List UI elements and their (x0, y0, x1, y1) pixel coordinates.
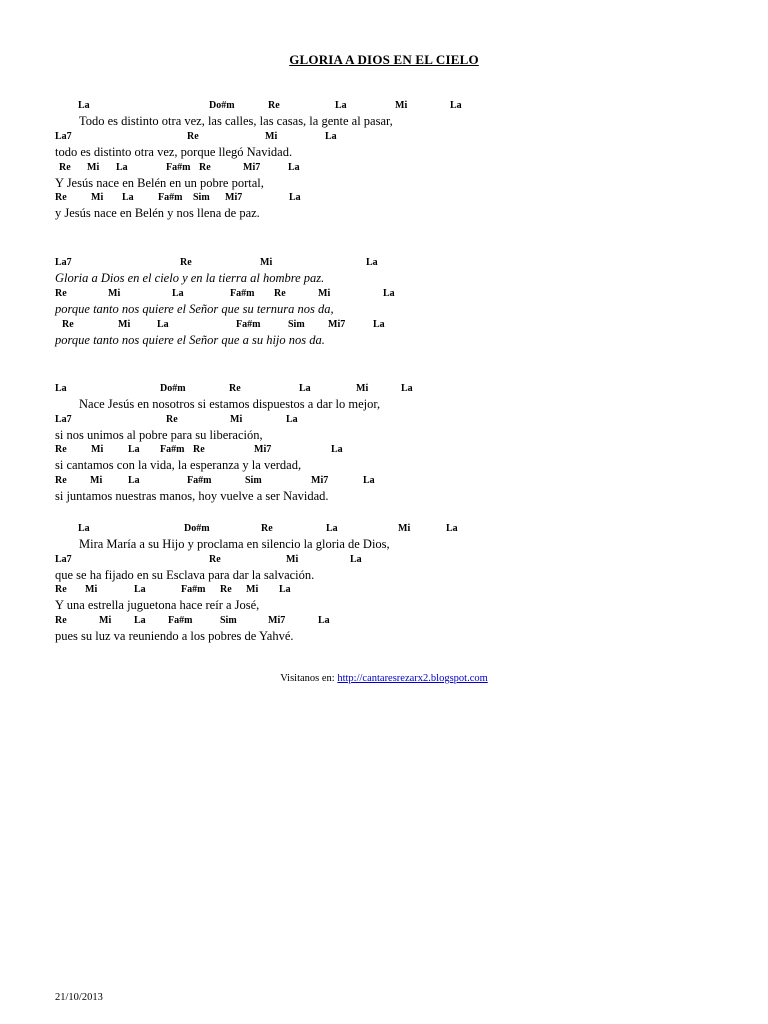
chord: Mi (265, 131, 278, 142)
chord: Re (55, 475, 67, 486)
chord: Mi7 (254, 444, 272, 455)
chord: Fa#m (181, 584, 206, 595)
chord: Fa#m (158, 192, 183, 203)
chord: La (363, 475, 375, 486)
song-title: GLORIA A DIOS EN EL CIELO (289, 52, 479, 67)
chord: Re (274, 288, 286, 299)
chord: Mi7 (311, 475, 329, 486)
chord: Re (62, 319, 74, 330)
chord: Mi (99, 615, 112, 626)
chord: Mi (246, 584, 259, 595)
lyric-line: y Jesús nace en Belén y nos llena de paz. (55, 206, 260, 220)
chord: La7 (55, 554, 72, 565)
chord: La (326, 523, 338, 534)
chord: La7 (55, 131, 72, 142)
chord: Re (59, 162, 71, 173)
lyric-line: porque tanto nos quiere el Señor que a su hijo nos da. (55, 333, 325, 347)
chord: Sim (245, 475, 262, 486)
chord: Mi (87, 162, 100, 173)
footer-label: Visitanos en: (280, 673, 335, 684)
chord: La (335, 100, 347, 111)
blog-link[interactable]: http://cantaresrezarx2.blogspot.com (337, 673, 488, 684)
chord: Mi (395, 100, 408, 111)
chord: La (78, 100, 90, 111)
chord: Mi7 (225, 192, 243, 203)
chord: Re (193, 444, 205, 455)
chord: La (128, 444, 140, 455)
chord: Mi (91, 192, 104, 203)
lyric-line: que se ha fijado en su Esclava para dar la salvación. (55, 568, 315, 582)
chord: Mi7 (243, 162, 261, 173)
chord: Mi (356, 383, 369, 394)
chord: La (286, 414, 298, 425)
lyric-line: Todo es distinto otra vez, las calles, las casas, la gente al pasar, (79, 114, 393, 128)
chord: La (55, 383, 67, 394)
chord: Fa#m (230, 288, 255, 299)
footer (0, 673, 768, 684)
chord: Re (55, 584, 67, 595)
chord: Mi (318, 288, 331, 299)
chord: Do#m (160, 383, 186, 394)
chord: La (122, 192, 134, 203)
chord: La (128, 475, 140, 486)
chord: La (318, 615, 330, 626)
chord: Re (268, 100, 280, 111)
chord: Re (261, 523, 273, 534)
lyric-line: Nace Jesús en nosotros si estamos dispuestos a dar lo mejor, (79, 397, 381, 411)
chord: Fa#m (166, 162, 191, 173)
chord: Do#m (209, 100, 235, 111)
lyric-line: si juntamos nuestras manos, hoy vuelve a ser Navidad. (55, 489, 329, 503)
lyric-line: pues su luz va reuniendo a los pobres de Yahvé. (55, 629, 294, 643)
chord: Do#m (184, 523, 210, 534)
chord: Mi (260, 257, 273, 268)
chord: Sim (193, 192, 210, 203)
chord: Re (55, 192, 67, 203)
chord: La (172, 288, 184, 299)
chord: La (401, 383, 413, 394)
chord: La (289, 192, 301, 203)
chord: La (288, 162, 300, 173)
chord: Mi (90, 475, 103, 486)
chord: La (373, 319, 385, 330)
lyric-line: si cantamos con la vida, la esperanza y la verdad, (55, 458, 302, 472)
chord: La (350, 554, 362, 565)
chord: Fa#m (236, 319, 261, 330)
chord: Fa#m (160, 444, 185, 455)
chord: Mi (230, 414, 243, 425)
chord: Mi7 (268, 615, 286, 626)
chord: La (157, 319, 169, 330)
lyric-line: Y una estrella juguetona hace reír a José, (55, 598, 260, 612)
lyric-line: porque tanto nos quiere el Señor que su ternura nos da, (55, 302, 334, 316)
lyric-line: Mira María a su Hijo y proclama en silencio la gloria de Dios, (79, 537, 390, 551)
chord: Re (199, 162, 211, 173)
chord: Fa#m (187, 475, 212, 486)
lyric-line: si nos unimos al pobre para su liberación, (55, 428, 263, 442)
chord: La (134, 584, 146, 595)
chord: Mi (108, 288, 121, 299)
chord: Re (229, 383, 241, 394)
chord: La (325, 131, 337, 142)
chord: Mi (398, 523, 411, 534)
chord: La7 (55, 257, 72, 268)
chord: La (450, 100, 462, 111)
chord: Re (55, 615, 67, 626)
lyric-line: todo es distinto otra vez, porque llegó Navidad. (55, 145, 293, 159)
chord: Mi (91, 444, 104, 455)
chord: La7 (55, 414, 72, 425)
page-date: 21/10/2013 (55, 992, 103, 1003)
lyric-line: Gloria a Dios en el cielo y en la tierra al hombre paz. (55, 271, 325, 285)
chord: Mi (286, 554, 299, 565)
chord: Re (55, 288, 67, 299)
chord: Fa#m (168, 615, 193, 626)
chord: Re (187, 131, 199, 142)
chord: La (116, 162, 128, 173)
chord: Mi (118, 319, 131, 330)
chord: Re (180, 257, 192, 268)
chord: La (78, 523, 90, 534)
chord: Re (55, 444, 67, 455)
chord: La (299, 383, 311, 394)
chord: La (383, 288, 395, 299)
chord: La (331, 444, 343, 455)
chord: Re (209, 554, 221, 565)
chord: Mi7 (328, 319, 346, 330)
chord: Mi (85, 584, 98, 595)
chord: La (279, 584, 291, 595)
chord: Re (166, 414, 178, 425)
chord: Sim (220, 615, 237, 626)
chord: La (134, 615, 146, 626)
chord: La (366, 257, 378, 268)
lyric-line: Y Jesús nace en Belén en un pobre portal, (55, 176, 264, 190)
chord: Re (220, 584, 232, 595)
chord: La (446, 523, 458, 534)
chord: Sim (288, 319, 305, 330)
